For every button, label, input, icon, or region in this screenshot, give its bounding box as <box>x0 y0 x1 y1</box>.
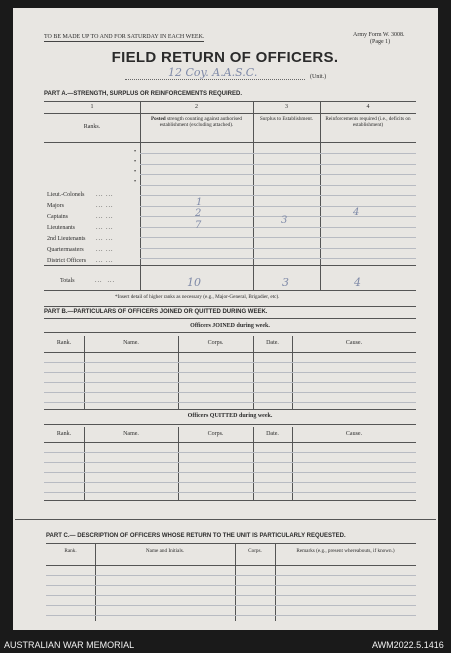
rank-label: Quartermasters <box>47 247 84 253</box>
row-rule <box>46 615 416 616</box>
part-b-heading: PART B.—PARTICULARS OF OFFICERS JOINED OR QUITTED DURING WEEK. <box>44 309 268 315</box>
part-a-heading: PART A.—STRENGTH, SURPLUS OR REINFORCEMENTS REQUIRED. <box>44 91 243 97</box>
total-posted: 10 <box>187 276 201 289</box>
majors-posted: 1 <box>196 197 203 208</box>
column-header: Date. <box>266 431 279 437</box>
form-number: Army Form W. 3008. <box>353 32 405 38</box>
column-divider <box>235 543 236 621</box>
rank-label: Captains <box>47 214 68 220</box>
rank-label: Majors <box>47 203 64 209</box>
row-rule <box>44 492 416 493</box>
unit-line <box>125 79 305 80</box>
column-header: Date. <box>266 340 279 346</box>
page-number: (Page 1) <box>370 39 391 45</box>
column-divider <box>95 543 96 621</box>
rank-dots: ... ... <box>96 203 114 209</box>
row-rule <box>140 195 416 196</box>
lieutenants-posted: 7 <box>195 220 202 231</box>
rank-label: 2nd Lieutenants <box>47 236 86 242</box>
row-rule <box>140 227 416 228</box>
row-rule <box>44 462 416 463</box>
col-number-4: 4 <box>366 104 370 110</box>
row-rule <box>44 472 416 473</box>
row-rule <box>140 164 416 165</box>
surplus-value: 3 <box>281 215 288 226</box>
unit-handwritten: 12 Coy. A.A.S.C. <box>168 66 258 79</box>
captains-posted: 2 <box>195 208 202 219</box>
joined-title: Officers JOINED during week. <box>190 323 270 329</box>
row-rule <box>140 237 416 238</box>
row-rule <box>140 153 416 154</box>
row-rule <box>140 248 416 249</box>
col-number-3: 3 <box>285 104 288 110</box>
column-header: Rank. <box>56 431 72 437</box>
column-header: Corps. <box>207 340 224 346</box>
total-reinforcements: 4 <box>354 276 361 289</box>
footer-accession-number: AWM2022.5.1416 <box>372 640 444 650</box>
column-header: Name. <box>123 340 139 346</box>
total-surplus: 3 <box>282 276 289 289</box>
row-rule <box>46 595 416 596</box>
col-number-1: 1 <box>90 104 94 110</box>
rank-dots: ... ... <box>96 258 114 264</box>
rank-label: Lieut.-Colonels <box>47 192 85 198</box>
surplus-header: Surplus to Establishment. <box>259 116 314 122</box>
rank-label: Lieutenants <box>47 225 75 231</box>
rank-label: District Officers <box>47 258 87 264</box>
column-divider <box>275 543 276 621</box>
row-rule <box>44 402 416 403</box>
column-header: Corps. <box>207 431 224 437</box>
reinforcements-header: Reinforcements required (i.e., deficits on establishment) <box>325 116 411 128</box>
posted-header: Posted strength counting against authorised establishment (excluding attached). <box>150 116 243 128</box>
totals-label: Totals <box>60 278 75 284</box>
row-rule <box>44 392 416 393</box>
part-c-heading: PART C.— DESCRIPTION OF OFFICERS WHOSE RETURN TO THE UNIT IS PARTICULARLY REQUESTED. <box>46 533 346 539</box>
column-header: Name and Initials. <box>145 548 185 554</box>
asterisk-dots: • • • • <box>134 149 137 185</box>
rank-dots: ... ... <box>96 225 114 231</box>
ranks-header: Ranks. <box>83 124 101 130</box>
rank-dots: ... ... <box>96 192 114 198</box>
row-rule <box>44 372 416 373</box>
rank-dots: ... ... <box>96 247 114 253</box>
column-header: Rank. <box>64 548 77 554</box>
header-rule <box>44 352 416 353</box>
row-rule <box>44 362 416 363</box>
unit-label: (Unit.) <box>310 74 327 80</box>
row-rule <box>140 258 416 259</box>
column-header: Corps. <box>248 548 262 554</box>
row-rule <box>140 216 416 217</box>
column-header: Rank. <box>56 340 72 346</box>
totals-dots: ... ... <box>95 278 115 284</box>
row-rule <box>44 452 416 453</box>
row-rule <box>46 605 416 606</box>
quitted-title: Officers QUITTED during week. <box>187 413 273 419</box>
row-rule <box>140 206 416 207</box>
header-rule <box>44 442 416 443</box>
column-header: Remarks (e.g., present whereabouts, if known.) <box>296 548 395 554</box>
col-number-2: 2 <box>195 104 198 110</box>
reinforcements-value: 4 <box>353 207 360 218</box>
row-rule <box>46 585 416 586</box>
row-rule <box>140 174 416 175</box>
row-rule <box>140 185 416 186</box>
part-a-footnote: *Insert detail of higher ranks as necessary (e.g., Major-General, Brigadier, etc). <box>115 294 280 300</box>
footer-credit: AUSTRALIAN WAR MEMORIAL <box>4 640 135 650</box>
instruction-text: TO BE MADE UP TO AND FOR SATURDAY IN EACH WEEK. <box>44 34 205 40</box>
rank-dots: ... ... <box>96 214 114 220</box>
rank-dots: ... ... <box>96 236 114 242</box>
row-rule <box>44 482 416 483</box>
form-title: FIELD RETURN OF OFFICERS. <box>111 49 339 66</box>
column-header: Cause. <box>345 340 363 346</box>
column-header: Name. <box>123 431 139 437</box>
row-rule <box>46 575 416 576</box>
row-rule <box>44 382 416 383</box>
column-header: Cause. <box>345 431 363 437</box>
